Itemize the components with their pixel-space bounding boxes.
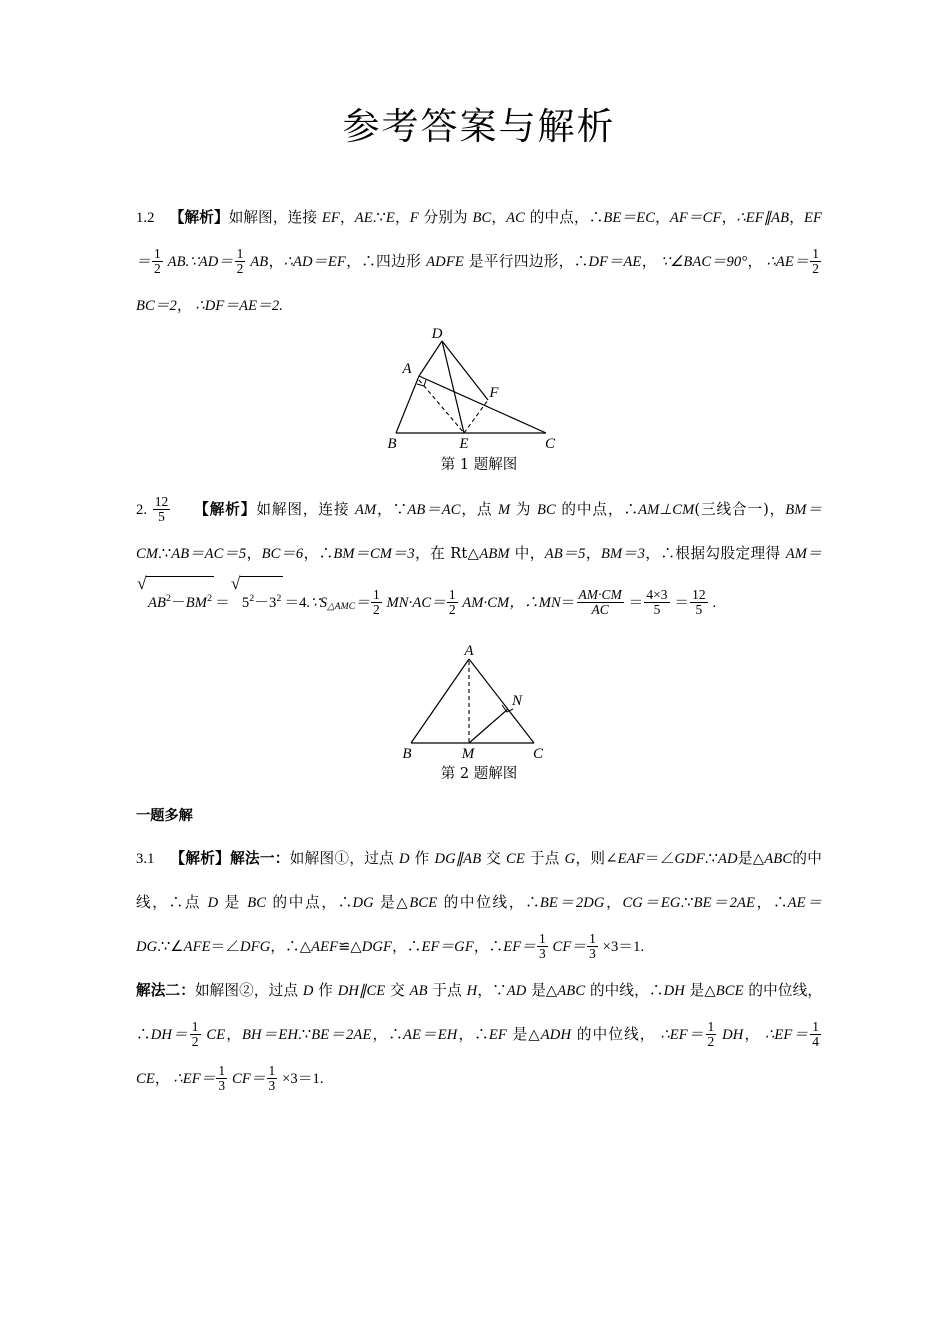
radical-body [146,576,214,625]
fraction-one-half-g [706,1020,717,1048]
frac-den: 2 [707,1033,715,1049]
p1-final: ∴DF＝AE＝2. [195,298,284,315]
p2-t4: 为 [510,501,537,519]
exponent-2: 2 [207,593,213,605]
method-2-label: 解法二： [136,982,195,1000]
p2-eq-ab-ac: AB＝AC [407,502,461,519]
problem-3-solution [136,837,822,969]
problem-2-answer-fraction [153,495,171,523]
p3m2-t19: ， [154,1070,170,1088]
p3-t3: 交 [481,850,507,868]
figure-1 [136,328,822,476]
p1-seg-ac: AC [506,210,525,227]
p2-t11: ，在 Rt△ [414,545,480,563]
line-ac [469,659,534,743]
p1-quad-text: ∴四边形 [361,253,427,271]
line-ba [396,376,419,433]
page-content [136,0,822,1101]
problem-2-solution [136,488,822,629]
p3-t13: 的中位线，∴ [437,894,540,912]
frac-num: 1 [372,586,380,602]
frac-den: 5 [644,602,669,617]
line-mn [469,709,508,743]
p2-t15: ∴根据勾股定理得 [660,545,786,563]
p3m2-t1: 如解图②，过点 [194,982,303,1000]
p3-t16: ，∴ [755,894,788,912]
line-da [419,341,442,376]
line-ac [419,376,546,433]
p3-angle-dfg: DFG [240,939,271,956]
radical-sign: √ [230,574,241,594]
p1-comma5: ， [747,253,763,271]
p2-l4-eq3: ＝ [674,595,690,612]
p1-df-eq: DF＝ [588,254,624,271]
frac-num: 1 [589,930,596,946]
figure-2-label-A: A [464,643,474,660]
analysis-label-1: 【解析】 [169,209,229,227]
p3-2ae: ＝2AE [711,895,756,912]
p2-eq: ＝ [355,595,370,612]
fraction-one-half-c [810,247,821,275]
p1-angle-bac: ∵∠BAC＝90° [660,254,748,271]
frac-den: 5 [690,602,708,617]
p2-l4-eq: ＝ [560,595,576,612]
p3-t8: 是△ [737,850,765,868]
p3m2-t9: △ [704,982,716,1000]
p3-pt-d: D [399,851,410,868]
p3m2-t16: 的中位 [571,1026,625,1044]
frac-num: 4×3 [646,586,668,602]
p1-ab2: AB [246,254,269,271]
frac-num: 1 [448,586,456,602]
fraction-one-half-b [235,247,246,275]
p2-t7: 一)， [747,501,786,519]
p3-t18: ＝∠ [210,939,241,956]
fraction-12-over-5 [690,588,708,616]
p3m2-dh-par-ce: DH∥CE [337,983,386,1000]
p3m2-ae-eh: AE＝EH [402,1027,458,1044]
fraction-one-third-c [216,1064,227,1092]
p3-cg-eg: CG＝EG [622,895,681,912]
frac-num: 12 [154,493,169,509]
p3m2-ef1: ∴EF＝ [660,1027,705,1044]
p3m2-dh: DH [717,1027,744,1044]
frac-den: 2 [812,260,820,276]
p3m2-t13: ，∴ [371,1026,403,1044]
figure-2-svg [389,643,569,761]
p2-ab-ac5: AB＝AC＝5 [171,546,247,563]
p3-pt-g: G [564,851,576,868]
p2-seg-bc: BC [536,502,556,519]
problem-1-answer: 2 [147,210,155,227]
p1-seg-ae: AE [354,210,373,227]
p3-t4: 于点 [524,850,565,868]
p1-comma1: ， [789,209,804,227]
fraction-4x3-over-5 [644,588,669,616]
p2-tri-abm: ABM [479,546,510,563]
p2-period: . [712,595,717,612]
analysis-label-3: 【解析】 [170,850,231,868]
figure-1-label-B: B [387,436,397,453]
p3m2-t5: ，∵ [477,982,507,1000]
p3-t1: 如解图①，过点 [289,850,400,868]
p1-text-e: 分别为 [418,209,473,227]
p3-seg-ad: AD [717,851,738,868]
p3-tri-abc: ABC [764,851,793,868]
p1-ad-eq-ef: ∴AD＝EF [283,254,346,271]
p3m2-tri-abc: ABC [557,983,586,1000]
p3-be-2dg: BE＝2DG [539,895,605,912]
p1-comma2: ， [268,253,284,271]
figure-1-caption: 第 1 题解图 [440,457,518,474]
p2-t6: (三线合 [694,501,748,519]
p3m2-bh-eh: BH＝EH [242,1027,299,1044]
figure-2-caption: 第 2 题解图 [440,766,518,783]
p3-pt-d2: D [207,895,219,912]
p3-seg-bc: BC [247,895,267,912]
problem-2-number: 2. [136,502,148,519]
p3-tri-bce: BCE [409,895,438,912]
p2-t12: 中， [509,545,545,563]
rad-ab: AB [148,595,167,612]
p3-t9: 的中线，∴点 [136,850,822,912]
p3-t17: .∵∠ [157,939,184,956]
rad-3: 3 [269,595,277,612]
p1-because-ad: .∵AD＝ [185,254,234,271]
p3-t21: ，∴ [473,938,504,956]
problem-1-solution [136,196,822,328]
p1-ef-par-ab: ∴EF∥AB [736,210,790,227]
p3-t6: ＝∠ [644,851,675,868]
p2-bc6: BC＝6 [261,546,304,563]
p3-tri-aef: AEF [311,939,339,956]
frac-num: 1 [268,1062,276,1078]
radical-body [240,576,284,625]
fraction-am-cm-over-ac [577,588,624,616]
problem-3-number: 3. [136,851,148,868]
radical-5sq-minus-3sq [231,576,284,625]
exponent-2: 2 [276,593,282,605]
p1-pt-e: E [385,210,395,227]
p2-eq2: ＝ [215,595,230,612]
p1-text-c: .∵ [372,210,386,227]
fraction-one-half-f [190,1020,201,1048]
p3m2-seg-dh: DH [663,983,685,1000]
exponent-2: 2 [249,593,255,605]
p3m2-pt-h: H [466,983,478,1000]
p1-seg-bc: BC [472,210,492,227]
p3m2-t3: 交 [385,982,410,1000]
figure-2 [136,643,822,785]
problem-3-answer: 1 [147,851,155,868]
p3m2-tri-adh: ADH [540,1027,572,1044]
p2-t2: ，∵ [376,501,408,519]
p1-ab1: AB [163,254,186,271]
p3-seg-dg: DG [352,895,374,912]
p2-t1: 如解图，连接 [256,501,356,519]
p2-am-cm: AM·CM [458,595,510,612]
p3m2-ce2: CE [136,1071,155,1088]
p2-t10: ，∴ [303,545,334,563]
frac-den: 2 [448,601,456,617]
p1-quad-adfe: ADFE [426,254,464,271]
p3-t20: ，∴ [392,938,422,956]
p2-t9: ， [246,545,262,563]
frac-den: 3 [218,1077,226,1093]
frac-den: 2 [153,260,161,276]
p1-comma3: ， [345,253,362,271]
rad-minus: － [254,595,270,612]
radical-ab2-minus-bm2 [137,576,214,625]
p2-seg-am: AM [355,502,377,519]
frac-den: AC [577,602,624,617]
p2-mn-ac: MN·AC＝ [382,595,446,612]
frac-num: 1 [153,245,161,261]
p1-eq-be-ec: BE＝EC [603,210,656,227]
p3m2-t2: 作 [313,982,338,1000]
p3-dg-par-ab: DG∥AB [434,851,482,868]
figure-1-label-A: A [402,361,412,378]
frac-num: 1 [812,245,820,261]
frac-num: 1 [707,1018,715,1034]
exponent-2: 2 [166,593,172,605]
p2-because-s: .∵S [306,595,328,612]
problem-1-number: 1. [136,210,148,227]
figure-1-label-E: E [459,436,469,453]
fraction-one-third-b [587,932,598,960]
section-header-multiple-methods: 一题多解 [136,808,193,825]
p3m2-tri-bce: BCE [715,983,744,1000]
figure-2-label-M: M [461,746,475,762]
p3-angle-gdf: GDF [674,851,705,868]
p3m2-t8: 是 [684,982,705,1000]
p2-t13: ， [585,545,601,563]
method-1-label: 解法一： [230,850,290,868]
p3m2-dh-eq: DH＝ [150,1027,189,1044]
fraction-one-fourth [810,1020,821,1048]
p3m2-t6: 是△ [526,982,558,1000]
frac-den: 2 [372,601,380,617]
p1-ef-eq: EF＝ [136,210,822,271]
p3-angle-eaf: EAF [617,851,645,868]
p1-text-h: ， [655,209,670,227]
frac-num: AM·CM [578,586,622,602]
p3m2-t12: .∵ [298,1027,312,1044]
frac-den: 4 [812,1033,819,1049]
p2-t3: ，点 [460,501,499,519]
fraction-one-third-a [537,932,548,960]
p3-cf: CF＝ [548,939,587,956]
figure-1-svg [374,328,584,452]
frac-den: 3 [538,945,546,961]
frac-num: 1 [236,245,244,261]
frac-num: 1 [191,1018,199,1034]
p3-t15: .∵ [680,895,694,912]
p3-t14: ， [604,894,623,912]
p2-t14: ， [645,545,661,563]
p3m2-t4: 于点 [427,982,467,1000]
frac-den: 5 [153,509,171,524]
p1-therefore-ae: ∴AE＝ [766,254,810,271]
p2-eq4: ＝4 [284,595,307,612]
p3m2-ef2: ∴EF＝ [765,1027,810,1044]
p3m2-t18: ， [743,1026,761,1044]
p2-ab5: AB＝5 [544,546,586,563]
rad-bm: BM [185,595,208,612]
p1-comma4: ， [641,253,657,271]
line-ba [411,659,469,743]
p3m2-seg-ef: EF [488,1027,507,1044]
p3m2-t15: 是△ [506,1026,541,1044]
p2-therefore-mn: ，∴MN [509,595,561,612]
p1-ae: AE [623,254,642,271]
p3-t7: .∵ [704,851,718,868]
p3m2-ce: CE [201,1027,226,1044]
p3-ae-dg: AE＝DG [136,895,822,956]
p2-eq-bm-cm: BM＝CM [136,502,823,563]
p1-text-b: ， [339,209,355,227]
p3-ef-gf: EF＝GF [421,939,474,956]
p3-be: BE [693,895,712,912]
frac-den: 3 [268,1077,276,1093]
p2-t5: 的中点，∴ [555,501,639,519]
p3m2-pt-d: D [302,983,314,1000]
p2-am-eq: AM＝ [785,546,822,563]
frac-den: 2 [191,1033,199,1049]
p1-seg-ef: EF [321,210,340,227]
p2-sub-amc: △AMC [327,601,356,613]
p1-pt-f: F [409,210,419,227]
p3-t2: 作 [409,850,435,868]
p3-cong: ≌△ [338,939,362,956]
p2-pt-m: M [498,502,511,519]
p3m2-t17: 线， [624,1026,656,1044]
frac-num: 12 [692,586,706,602]
analysis-label-2: 【解析】 [194,501,257,519]
p3-ef-eq: EF＝ [503,939,536,956]
p3-seg-ce: CE [506,851,525,868]
p2-bm3: BM＝3 [600,546,645,563]
figure-2-label-N: N [511,693,523,710]
radical-sign: √ [137,574,147,594]
p1-is-parallelogram: 是平行四边形，∴ [463,253,589,271]
figure-1-label-C: C [544,436,556,453]
p3-t10: 是 [218,894,248,912]
p2-perp: AM⊥CM [638,502,695,519]
p2-bm-cm3: BM＝CM＝3 [333,546,415,563]
p3-angle-afe: AFE [183,939,211,956]
p1-text-a: 如解图，连接 [228,209,322,227]
frac-den: 2 [236,260,244,276]
p3m2-ef3: ∴EF＝ [173,1071,216,1088]
p2-t8: .∵ [158,546,172,563]
figure-2-label-B: B [402,746,412,762]
p3m2-t7: 的中线，∴ [585,982,664,1000]
frac-den: 3 [589,945,596,961]
p3-tri-dgf: DGF [361,939,393,956]
rad-5: 5 [241,595,250,612]
p3m2-seg-ad: AD [506,983,527,1000]
fraction-one-half-d [371,588,382,616]
figure-1-label-D: D [431,328,443,343]
frac-num: 1 [218,1062,226,1078]
p3-t5: ，则∠ [575,850,618,868]
figure-1-label-F: F [489,385,499,402]
rad-minus: － [171,595,186,612]
p3m2-be-2ae: BE＝2AE [311,1027,372,1044]
p3-t12: 是△ [373,894,410,912]
figure-2-label-C: C [532,746,544,762]
frac-num: 1 [538,930,546,946]
p3m2-t14: ，∴ [457,1026,489,1044]
p1-text-g: 的中点，∴ [524,209,604,227]
p2-l4-eq2: ＝ [628,595,644,612]
p1-eq-af-cf: AF＝CF [669,210,722,227]
problem-3-method-2 [136,969,822,1101]
p3m2-end: ×3＝1. [278,1071,324,1088]
p3m2-t10: 的中位线，∴ [136,982,823,1044]
p3m2-t11: ， [225,1026,242,1044]
frac-num: 1 [812,1018,819,1034]
p1-text-f: ， [491,209,507,227]
p1-text-d: ， [394,209,410,227]
p3-result: ＝1. [618,939,645,956]
p1-comma6: ， [176,297,192,315]
p3-t11: 的中点，∴ [266,894,353,912]
p3m2-seg-ab: AB [409,983,428,1000]
p3-times3: ×3 [598,939,619,956]
p1-bc-eq-2: BC＝2 [136,298,177,315]
fraction-one-half-e [447,588,458,616]
fraction-one-third-d [267,1064,278,1092]
p3m2-cf: CF＝ [228,1071,266,1088]
fraction-one-half-a [152,247,163,275]
p3-t19: ，∴△ [270,938,312,956]
p1-text-i: ， [721,209,737,227]
page-title: 参考答案与解析 [342,105,616,148]
